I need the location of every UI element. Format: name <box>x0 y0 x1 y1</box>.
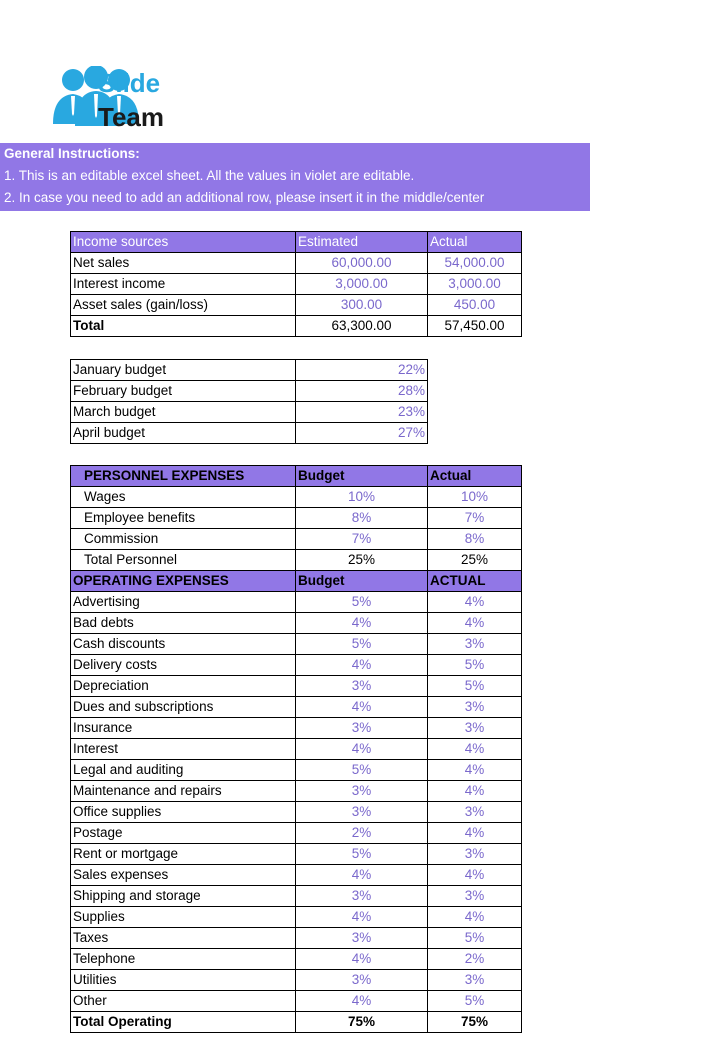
row-label: Total Personnel <box>71 550 296 571</box>
editable-cell[interactable]: 3% <box>428 697 522 718</box>
editable-cell[interactable]: 4% <box>428 760 522 781</box>
row-label: Total <box>71 316 296 337</box>
total-row <box>71 550 522 571</box>
row-label: March budget <box>71 402 296 423</box>
editable-cell[interactable]: 4% <box>296 613 428 634</box>
instructions-banner <box>0 143 590 211</box>
total-cell: 25% <box>428 550 522 571</box>
section-header: OPERATING EXPENSES <box>71 571 296 592</box>
editable-cell[interactable]: 3% <box>296 886 428 907</box>
table-row <box>71 928 522 949</box>
row-label: Employee benefits <box>71 508 296 529</box>
section-header: PERSONNEL EXPENSES <box>71 466 296 487</box>
row-label: Rent or mortgage <box>71 844 296 865</box>
row-label: Legal and auditing <box>71 760 296 781</box>
table-row <box>71 760 522 781</box>
table-row <box>71 844 522 865</box>
logo-text-slide: Slide <box>98 68 161 98</box>
row-label: Taxes <box>71 928 296 949</box>
editable-cell[interactable]: 4% <box>428 739 522 760</box>
row-label: Cash discounts <box>71 634 296 655</box>
column-header: Actual <box>428 232 522 253</box>
row-label: Wages <box>71 487 296 508</box>
table-row <box>71 508 522 529</box>
editable-cell[interactable]: 3% <box>428 718 522 739</box>
instructions-line: 2. In case you need to add an additional row, please insert it in the middle/center <box>4 190 485 205</box>
editable-cell[interactable]: 7% <box>428 508 522 529</box>
table-row <box>71 487 522 508</box>
editable-cell[interactable]: 3,000.00 <box>428 274 522 295</box>
logo-text-team: Team <box>98 102 164 132</box>
editable-cell[interactable]: 4% <box>296 697 428 718</box>
monthly-budget-table <box>70 359 428 444</box>
table-row <box>71 613 522 634</box>
editable-cell[interactable]: 54,000.00 <box>428 253 522 274</box>
row-label: Interest income <box>71 274 296 295</box>
total-cell: 57,450.00 <box>428 316 522 337</box>
column-header: Budget <box>296 466 428 487</box>
table-row <box>71 295 522 316</box>
editable-cell[interactable]: 4% <box>428 907 522 928</box>
table-row <box>71 802 522 823</box>
total-row <box>71 1012 522 1033</box>
editable-cell[interactable]: 3% <box>296 718 428 739</box>
row-label: Interest <box>71 739 296 760</box>
instructions-line: 1. This is an editable excel sheet. All the values in violet are editable. <box>4 168 415 183</box>
editable-cell[interactable]: 3% <box>428 886 522 907</box>
table-row <box>71 991 522 1012</box>
table-row <box>71 592 522 613</box>
editable-cell[interactable]: 2% <box>296 823 428 844</box>
editable-cell[interactable]: 4% <box>296 949 428 970</box>
table-row <box>71 676 522 697</box>
row-label: Maintenance and repairs <box>71 781 296 802</box>
table-row <box>71 907 522 928</box>
section-header-row <box>71 466 522 487</box>
row-label: Utilities <box>71 970 296 991</box>
table-row <box>71 781 522 802</box>
editable-cell[interactable]: 28% <box>296 381 428 402</box>
column-header: Budget <box>296 571 428 592</box>
editable-cell[interactable]: 7% <box>296 529 428 550</box>
expenses-table <box>70 465 522 1033</box>
table-row <box>71 739 522 760</box>
editable-cell[interactable]: 10% <box>296 487 428 508</box>
row-label: Bad debts <box>71 613 296 634</box>
editable-cell[interactable]: 5% <box>296 760 428 781</box>
editable-cell[interactable]: 23% <box>296 402 428 423</box>
editable-cell[interactable]: 4% <box>428 613 522 634</box>
row-label: Office supplies <box>71 802 296 823</box>
table-row <box>71 718 522 739</box>
total-row <box>71 316 522 337</box>
editable-cell[interactable]: 4% <box>296 991 428 1012</box>
row-label: Commission <box>71 529 296 550</box>
table-row <box>71 360 428 381</box>
column-header: Actual <box>428 466 522 487</box>
row-label: Net sales <box>71 253 296 274</box>
editable-cell[interactable]: 4% <box>428 592 522 613</box>
total-cell: 75% <box>428 1012 522 1033</box>
editable-cell[interactable]: 4% <box>428 781 522 802</box>
table-row <box>71 970 522 991</box>
row-label: Telephone <box>71 949 296 970</box>
editable-cell[interactable]: 3% <box>428 844 522 865</box>
table-row <box>71 253 522 274</box>
table-row <box>71 381 428 402</box>
editable-cell[interactable]: 3% <box>296 676 428 697</box>
column-header: Estimated <box>296 232 428 253</box>
editable-cell[interactable]: 4% <box>296 739 428 760</box>
editable-cell[interactable]: 22% <box>296 360 428 381</box>
editable-cell[interactable]: 3% <box>296 802 428 823</box>
row-label: Supplies <box>71 907 296 928</box>
row-label: Sales expenses <box>71 865 296 886</box>
income-table <box>70 231 522 337</box>
editable-cell[interactable]: 3% <box>296 928 428 949</box>
row-label: February budget <box>71 381 296 402</box>
editable-cell[interactable]: 3% <box>428 802 522 823</box>
table-row <box>71 634 522 655</box>
editable-cell[interactable]: 3,000.00 <box>296 274 428 295</box>
table-row <box>71 823 522 844</box>
editable-cell[interactable]: 4% <box>296 865 428 886</box>
table-row <box>71 274 522 295</box>
table-row <box>71 655 522 676</box>
table-row <box>71 402 428 423</box>
editable-cell[interactable]: 5% <box>296 592 428 613</box>
editable-cell[interactable]: 2% <box>428 949 522 970</box>
section-header-row <box>71 571 522 592</box>
row-label: Insurance <box>71 718 296 739</box>
row-label: Shipping and storage <box>71 886 296 907</box>
row-label: Total Operating <box>71 1012 296 1033</box>
table-row <box>71 697 522 718</box>
editable-cell[interactable]: 3% <box>296 970 428 991</box>
editable-cell[interactable]: 4% <box>428 865 522 886</box>
row-label: Asset sales (gain/loss) <box>71 295 296 316</box>
editable-cell[interactable]: 5% <box>296 844 428 865</box>
editable-cell[interactable]: 4% <box>428 823 522 844</box>
row-label: Dues and subscriptions <box>71 697 296 718</box>
editable-cell[interactable]: 3% <box>428 970 522 991</box>
editable-cell[interactable]: 60,000.00 <box>296 253 428 274</box>
editable-cell[interactable]: 27% <box>296 423 428 444</box>
table-row <box>71 865 522 886</box>
editable-cell[interactable]: 5% <box>428 991 522 1012</box>
editable-cell[interactable]: 450.00 <box>428 295 522 316</box>
editable-cell[interactable]: 8% <box>428 529 522 550</box>
table-header-row <box>71 232 522 253</box>
row-label: Depreciation <box>71 676 296 697</box>
editable-cell[interactable]: 4% <box>296 907 428 928</box>
editable-cell[interactable]: 8% <box>296 508 428 529</box>
table-row <box>71 949 522 970</box>
column-header: Income sources <box>71 232 296 253</box>
row-label: April budget <box>71 423 296 444</box>
editable-cell[interactable]: 3% <box>428 634 522 655</box>
editable-cell[interactable]: 5% <box>296 634 428 655</box>
row-label: Postage <box>71 823 296 844</box>
editable-cell[interactable]: 5% <box>428 655 522 676</box>
total-cell: 75% <box>296 1012 428 1033</box>
row-label: Delivery costs <box>71 655 296 676</box>
column-header: ACTUAL <box>428 571 522 592</box>
instructions-title: General Instructions: <box>4 146 140 161</box>
row-label: January budget <box>71 360 296 381</box>
editable-cell[interactable]: 5% <box>428 676 522 697</box>
editable-cell[interactable]: 300.00 <box>296 295 428 316</box>
row-label: Advertising <box>71 592 296 613</box>
table-row <box>71 886 522 907</box>
table-row <box>71 529 522 550</box>
row-label: Other <box>71 991 296 1012</box>
editable-cell[interactable]: 10% <box>428 487 522 508</box>
editable-cell[interactable]: 4% <box>296 655 428 676</box>
table-row <box>71 423 428 444</box>
editable-cell[interactable]: 5% <box>428 928 522 949</box>
editable-cell[interactable]: 3% <box>296 781 428 802</box>
total-cell: 63,300.00 <box>296 316 428 337</box>
total-cell: 25% <box>296 550 428 571</box>
